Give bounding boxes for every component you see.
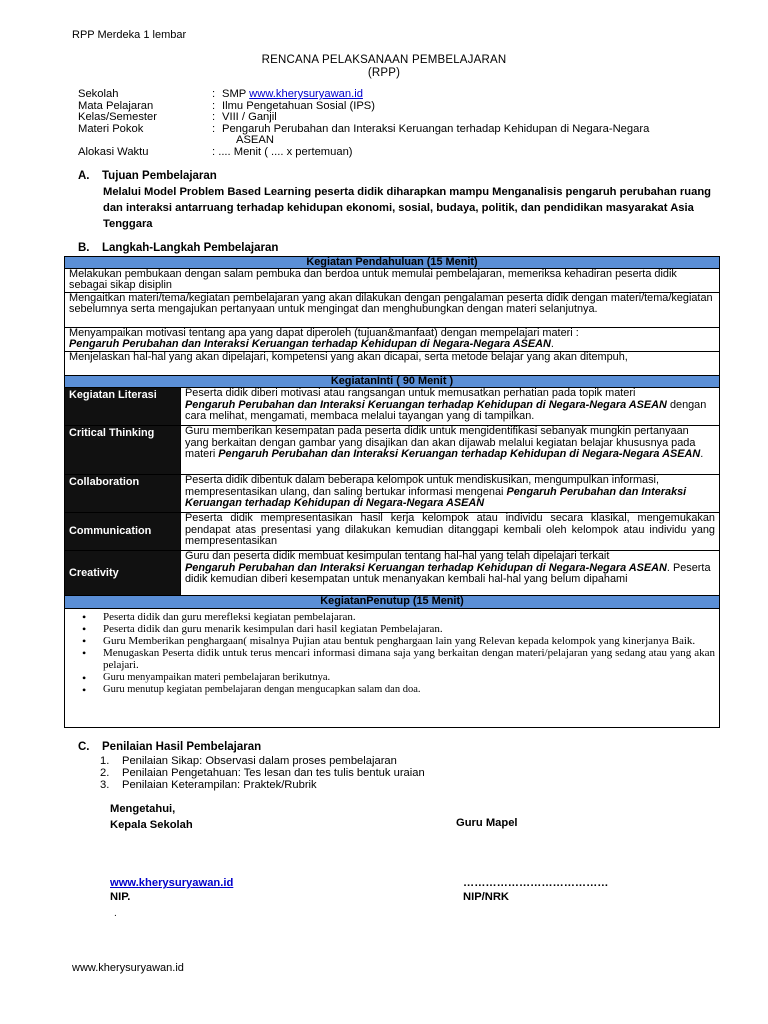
closing-item: • Peserta didik dan guru menarik kesimpulan dari hasil kegiatan Pembelajaran.	[79, 623, 715, 635]
opening-row-2: Mengaitkan materi/tema/kegiatan pembelajaran yang akan dilakukan dengan pengalaman peserta didik dengan materi/tema/kegiatan sebelumnya serta mengajukan pertanyaan untuk mengingat dan menghubungkan dengan materi selanjutnya.	[65, 293, 720, 328]
closing-item: • Guru Memberikan penghargaan( misalnya Pujian atau bentuk penghargaan lain yang Relevan kepada kelompok yang kinerjanya Baik.	[79, 635, 715, 647]
nip-label: NIP.	[110, 891, 131, 903]
colon: :	[212, 122, 216, 135]
assessment-number: 2.	[100, 766, 110, 779]
sekolah-prefix: SMP	[222, 88, 250, 100]
colon: :	[212, 99, 216, 112]
identity-row-mapel	[78, 101, 722, 113]
critical-label: Critical Thinking	[65, 426, 181, 475]
materi-value-line1: Pengaruh Perubahan dan Interaksi Keruangan terhadap Kehidupan di Negara-Negara	[222, 122, 650, 135]
opening-row-1: Melakukan pembukaan dengan salam pembuka dan berdoa untuk memulai pembelajaran, memeriksa kehadiran peserta didik sebagai sikap disiplin	[65, 269, 720, 293]
core-row-creativity	[65, 551, 720, 596]
title-line-1: RENCANA PELAKSANAAN PEMBELAJARAN	[261, 54, 507, 66]
colon: :	[212, 111, 216, 123]
closing-item: • Guru menyampaikan materi pembelajaran berikutnya.	[79, 672, 715, 684]
materi-value	[222, 124, 722, 147]
guru-mapel-label: Guru Mapel	[456, 817, 518, 829]
section-b-letter: B.	[78, 242, 90, 254]
literasi-text-2: dengan cara melihat, mengamati, membaca melalui tayangan yang di tampilkan.	[185, 398, 707, 422]
creativity-label: Creativity	[65, 551, 181, 596]
sekolah-value	[222, 89, 722, 101]
opening-row-3	[65, 328, 720, 352]
mapel-label: Mata Pelajaran	[78, 99, 154, 112]
assessment-text: Penilaian Sikap: Observasi dalam proses pembelajaran	[122, 755, 397, 767]
communication-text: Peserta didik mempresentasikan hasil kerja kelompok atau individu secara klasikal, mengemukakan pendapat atas presentasi yang dilakukan kemudian ditanggapi kembali oleh kelompok atau individu yang mempresentasikan	[181, 513, 720, 551]
section-c-letter: C.	[78, 741, 90, 753]
literasi-text	[181, 388, 720, 426]
signature-left	[110, 801, 193, 833]
assessment-text: Penilaian Keterampilan: Praktek/Rubrik	[122, 778, 317, 791]
section-a-heading	[78, 170, 217, 182]
assessment-list	[100, 756, 425, 791]
learning-steps-table	[64, 256, 720, 728]
core-row-literasi	[65, 388, 720, 426]
identity-row-alokasi	[78, 147, 722, 159]
closing-item: • Peserta didik dan guru merefleksi kegiatan pembelajaran.	[79, 611, 715, 623]
materi-label: Materi Pokok	[78, 122, 144, 135]
name-dotted-line: …………………………………	[463, 877, 609, 889]
opening-row	[65, 328, 720, 352]
creativity-text-1: Guru dan peserta didik membuat kesimpulan tentang hal-hal yang telah dipelajari terkait	[185, 550, 610, 563]
literasi-label: Kegiatan Literasi	[65, 388, 181, 426]
collaboration-text-body: Peserta didik dibentuk dalam beberapa kelompok untuk mendiskusikan, mengumpulkan informasi, mempresentasikan ulang, dan saling bertukar informasi mengenai	[185, 474, 660, 498]
topic-text: Pengaruh Perubahan dan Interaksi Keruangan terhadap Kehidupan di Negara-Negara ASEAN	[185, 561, 667, 574]
identity-block	[78, 89, 722, 158]
communication-label: Communication	[65, 513, 181, 551]
assessment-text: Penilaian Pengetahuan: Tes lesan dan tes tulis bentuk uraian	[122, 766, 425, 779]
core-row-critical	[65, 426, 720, 475]
assessment-number: 1.	[100, 755, 110, 767]
critical-text	[181, 426, 720, 475]
closing-item: • Menugaskan Peserta didik untuk terus mencari informasi dimana saja yang berkaitan dengan materi/pelajaran yang sedang atau yang akan pelajari.	[79, 647, 715, 671]
signature-right-name	[463, 876, 608, 904]
materi-value-line2: ASEAN	[236, 134, 274, 146]
opening-row	[65, 269, 720, 293]
title-line-2: (RPP)	[367, 67, 401, 79]
closing-header-row	[65, 596, 720, 608]
section-a-letter: A.	[78, 170, 90, 182]
period: .	[550, 338, 554, 351]
core-header: KegiatanInti ( 90 Menit )	[65, 376, 720, 388]
signature-url-link[interactable]: www.kherysuryawan.id	[110, 877, 234, 889]
sekolah-label: Sekolah	[78, 88, 119, 100]
core-header-row	[65, 376, 720, 388]
topic-text: Pengaruh Perubahan dan Interaksi Keruangan terhadap Kehidupan di Negara-Negara ASEAN	[185, 398, 667, 411]
section-b-title: Langkah-Langkah Pembelajaran	[102, 242, 279, 254]
core-row-collaboration	[65, 475, 720, 513]
assessment-number: 3.	[100, 778, 110, 791]
topic-text: Pengaruh Perubahan dan Interaksi Keruangan terhadap Kehidupan di Negara-Negara ASEAN	[185, 485, 687, 509]
closing-item: • Guru menutup kegiatan pembelajaran dengan mengucapkan salam dan doa.	[79, 684, 715, 696]
identity-row-sekolah	[78, 89, 722, 101]
kelas-value: VIII / Ganjil	[222, 111, 277, 123]
nip-nrk-label: NIP/NRK	[463, 891, 509, 903]
signature-left-name	[110, 876, 233, 904]
page-header: RPP Merdeka 1 lembar	[72, 29, 187, 41]
assessment-item	[100, 780, 425, 792]
opening-header: Kegiatan Pendahuluan (15 Menit)	[65, 257, 720, 269]
section-c-title: Penilaian Hasil Pembelajaran	[102, 741, 262, 753]
mapel-value: Ilmu Pengetahuan Sosial (IPS)	[222, 99, 375, 112]
alokasi-label: Alokasi Waktu	[78, 145, 149, 158]
closing-header: KegiatanPenutup (15 Menit)	[65, 596, 720, 608]
closing-list	[69, 609, 715, 700]
sekolah-link[interactable]: www.kherysuryawan.id	[249, 88, 363, 100]
page-footer: www.kherysuryawan.id	[72, 962, 184, 974]
opening-header-row	[65, 257, 720, 269]
assessment-item	[100, 768, 425, 780]
closing-row	[65, 608, 720, 727]
motivation-text: Menyampaikan motivasi tentang apa yang dapat diperoleh (tujuan&manfaat) dengan mempelajari materi :	[69, 327, 579, 340]
literasi-text-1: Peserta didik diberi motivasi atau rangsangan untuk memusatkan perhatian pada topik materi	[185, 387, 636, 400]
alokasi-value: : .... Menit ( .... x pertemuan)	[212, 145, 353, 158]
kepala-sekolah-label: Kepala Sekolah	[110, 819, 193, 831]
document-title	[0, 54, 768, 80]
creativity-text-2: . Peserta didik kemudian diberi kesempatan untuk menanyakan kembali hal-hal yang belum dipahami	[185, 561, 711, 585]
closing-cell	[65, 608, 720, 727]
topic-text: Pengaruh Perubahan dan Interaksi Keruangan terhadap Kehidupan di Negara-Negara ASEAN	[218, 447, 701, 460]
section-b-heading	[78, 242, 278, 254]
period: .	[700, 447, 704, 460]
opening-row	[65, 293, 720, 328]
colon: :	[212, 88, 216, 100]
identity-row-materi	[78, 124, 722, 147]
topic-text: Pengaruh Perubahan dan Interaksi Keruangan terhadap Kehidupan di Negara-Negara ASEAN	[69, 338, 551, 351]
mengetahui-label: Mengetahui,	[110, 803, 176, 815]
collaboration-text	[181, 475, 720, 513]
opening-row-4: Menjelaskan hal-hal yang akan dipelajari, kompetensi yang akan dicapai, serta metode belajar yang akan ditempuh,	[65, 352, 720, 376]
section-a-title: Tujuan Pembelajaran	[102, 170, 217, 182]
critical-text-body: Guru memberikan kesempatan pada peserta didik untuk mengidentifikasi sebanyak mungkin pertanyaan yang berkaitan dengan gambar yang disajikan dan akan dijawab melalui kegiatan belajar khususnya pada materi	[185, 425, 696, 460]
collaboration-label: Collaboration	[65, 475, 181, 513]
section-c-heading	[78, 741, 261, 753]
creativity-text	[181, 551, 720, 596]
kelas-label: Kelas/Semester	[78, 111, 157, 123]
core-row-communication	[65, 513, 720, 551]
learning-objective-text: Melalui Model Problem Based Learning peserta didik diharapkan mampu Menganalisis pengaruh perubahan ruang dan interaksi antarruang terhadap kehidupan ekonomi, sosial, budaya, politik, dan pendidikan masyarakat Asia Tenggara	[103, 186, 711, 230]
opening-row	[65, 352, 720, 376]
stray-dot: .	[114, 908, 117, 919]
